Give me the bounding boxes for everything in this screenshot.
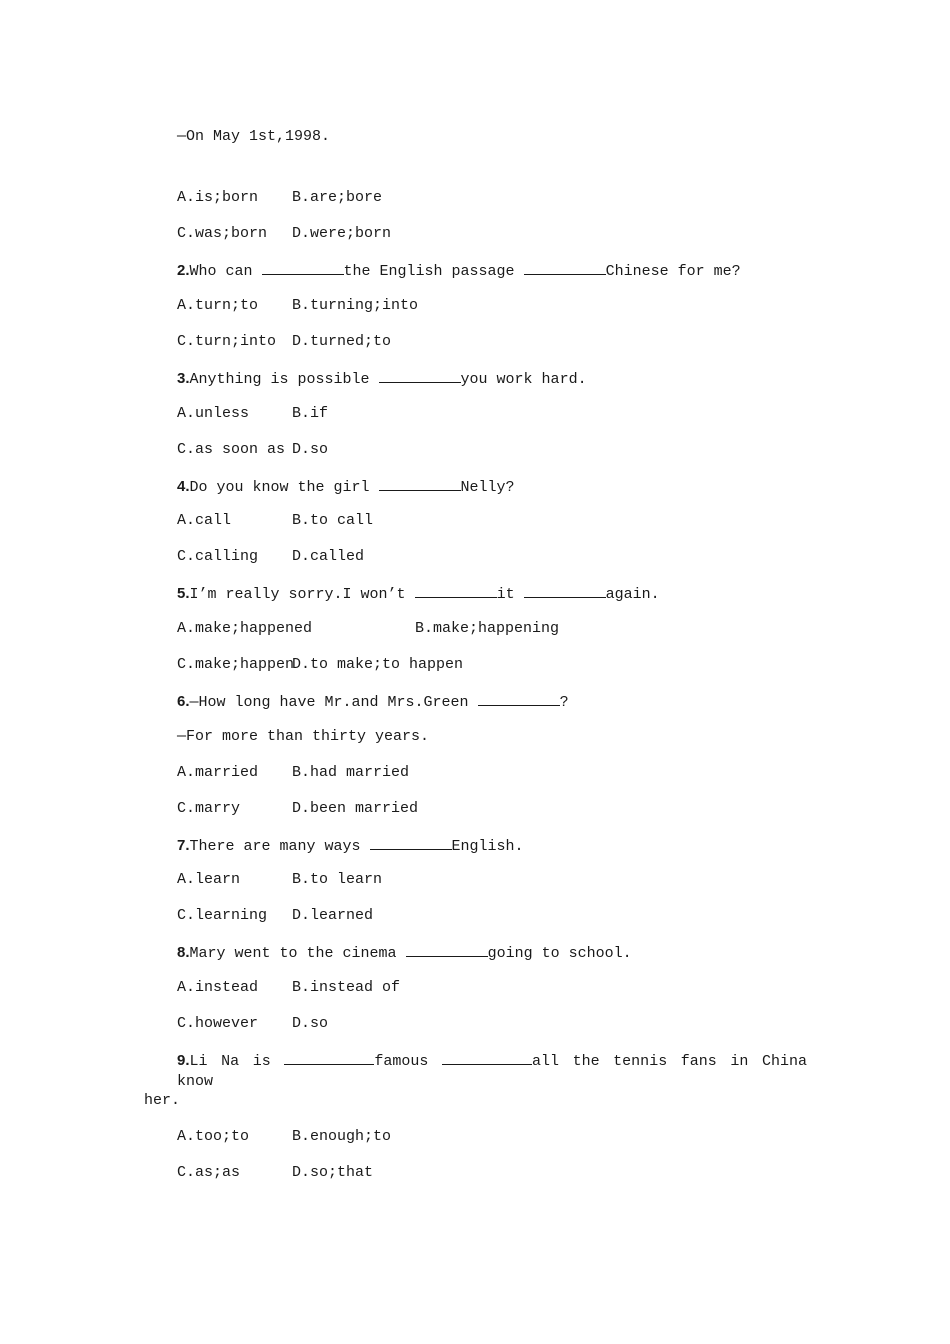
- option-b[interactable]: B.to call: [292, 512, 374, 529]
- option-c[interactable]: C.as;as: [177, 1164, 241, 1181]
- question-number: 9.: [177, 1052, 190, 1069]
- q6-answer-line: —For more than thirty years.: [177, 728, 430, 745]
- option-b[interactable]: B.had married: [292, 764, 410, 781]
- q7-options-cd: [177, 906, 374, 926]
- option-b[interactable]: B.make;happening: [415, 620, 560, 637]
- q6-options-cd: [177, 799, 419, 819]
- q9-stem-continued: her.: [144, 1092, 181, 1109]
- option-b[interactable]: B.turning;into: [292, 297, 419, 314]
- q3-stem: 3.Anything is possible you work hard.: [177, 370, 587, 388]
- option-a[interactable]: A.instead: [177, 979, 259, 996]
- question-number: 5.: [177, 585, 190, 602]
- q3-options-ab: [177, 404, 329, 424]
- option-c[interactable]: C.learning: [177, 907, 268, 924]
- option-c[interactable]: C.marry: [177, 800, 241, 817]
- option-c[interactable]: C.calling: [177, 548, 259, 565]
- option-d[interactable]: D.so;that: [292, 1164, 374, 1181]
- q6-stem: 6.—How long have Mr.and Mrs.Green ?: [177, 693, 569, 711]
- q2-options-cd: [177, 332, 392, 352]
- answer-blank[interactable]: [524, 260, 606, 275]
- option-a[interactable]: A.is;born: [177, 189, 259, 206]
- option-a[interactable]: A.unless: [177, 405, 250, 422]
- question-number: 2.: [177, 262, 190, 279]
- option-a[interactable]: A.make;happened: [177, 620, 313, 637]
- q2-options-ab: [177, 296, 419, 316]
- option-b[interactable]: B.enough;to: [292, 1128, 392, 1145]
- q2-stem: 2.Who can the English passage Chinese for me?: [177, 262, 741, 280]
- answer-blank[interactable]: [478, 691, 560, 706]
- q4-options-ab: [177, 511, 374, 531]
- option-b[interactable]: B.to learn: [292, 871, 383, 888]
- option-c[interactable]: C.however: [177, 1015, 259, 1032]
- option-a[interactable]: A.married: [177, 764, 259, 781]
- question-number: 3.: [177, 370, 190, 387]
- option-d[interactable]: D.turned;to: [292, 333, 392, 350]
- answer-blank[interactable]: [442, 1050, 532, 1065]
- q8-options-cd: [177, 1014, 329, 1034]
- q5-options-ab: [177, 619, 560, 639]
- q5-stem: 5.I’m really sorry.I won’t it again.: [177, 585, 660, 603]
- option-d[interactable]: D.so: [292, 1015, 329, 1032]
- q1-options-ab: [177, 188, 383, 208]
- option-d[interactable]: D.called: [292, 548, 365, 565]
- q4-stem: 4.Do you know the girl Nelly?: [177, 478, 515, 496]
- answer-blank[interactable]: [379, 476, 461, 491]
- q1-options-cd: [177, 224, 392, 244]
- option-d[interactable]: D.so: [292, 441, 329, 458]
- answer-blank[interactable]: [284, 1050, 374, 1065]
- option-c[interactable]: C.turn;into: [177, 333, 277, 350]
- option-c[interactable]: C.make;happen: [177, 656, 295, 673]
- q8-options-ab: [177, 978, 401, 998]
- question-number: 6.: [177, 693, 190, 710]
- answer-blank[interactable]: [379, 368, 461, 383]
- option-d[interactable]: D.to make;to happen: [292, 656, 464, 673]
- question-number: 8.: [177, 944, 190, 961]
- q6-options-ab: [177, 763, 410, 783]
- answer-blank[interactable]: [415, 583, 497, 598]
- option-a[interactable]: A.turn;to: [177, 297, 259, 314]
- option-c[interactable]: C.as soon as: [177, 441, 286, 458]
- answer-blank[interactable]: [262, 260, 344, 275]
- q8-stem: 8.Mary went to the cinema going to school.: [177, 944, 632, 962]
- q7-options-ab: [177, 870, 383, 890]
- answer-blank[interactable]: [524, 583, 606, 598]
- option-b[interactable]: B.instead of: [292, 979, 401, 996]
- option-d[interactable]: D.learned: [292, 907, 374, 924]
- q4-options-cd: [177, 547, 365, 567]
- q1-answer-line: —On May 1st,1998.: [177, 128, 331, 145]
- answer-blank[interactable]: [370, 835, 452, 850]
- q5-options-cd: [177, 655, 464, 675]
- option-a[interactable]: A.call: [177, 512, 232, 529]
- option-b[interactable]: B.if: [292, 405, 329, 422]
- option-a[interactable]: A.learn: [177, 871, 241, 888]
- q9-options-ab: [177, 1127, 392, 1147]
- q3-options-cd: [177, 440, 329, 460]
- q9-options-cd: [177, 1163, 374, 1183]
- option-d[interactable]: D.been married: [292, 800, 419, 817]
- option-b[interactable]: B.are;bore: [292, 189, 383, 206]
- option-d[interactable]: D.were;born: [292, 225, 392, 242]
- question-number: 7.: [177, 837, 190, 854]
- q9-stem: 9.Li Na is famous all the tennis fans in China know: [177, 1052, 808, 1090]
- q7-stem: 7.There are many ways English.: [177, 837, 524, 855]
- question-number: 4.: [177, 478, 190, 495]
- option-a[interactable]: A.too;to: [177, 1128, 250, 1145]
- option-c[interactable]: C.was;born: [177, 225, 268, 242]
- answer-blank[interactable]: [406, 942, 488, 957]
